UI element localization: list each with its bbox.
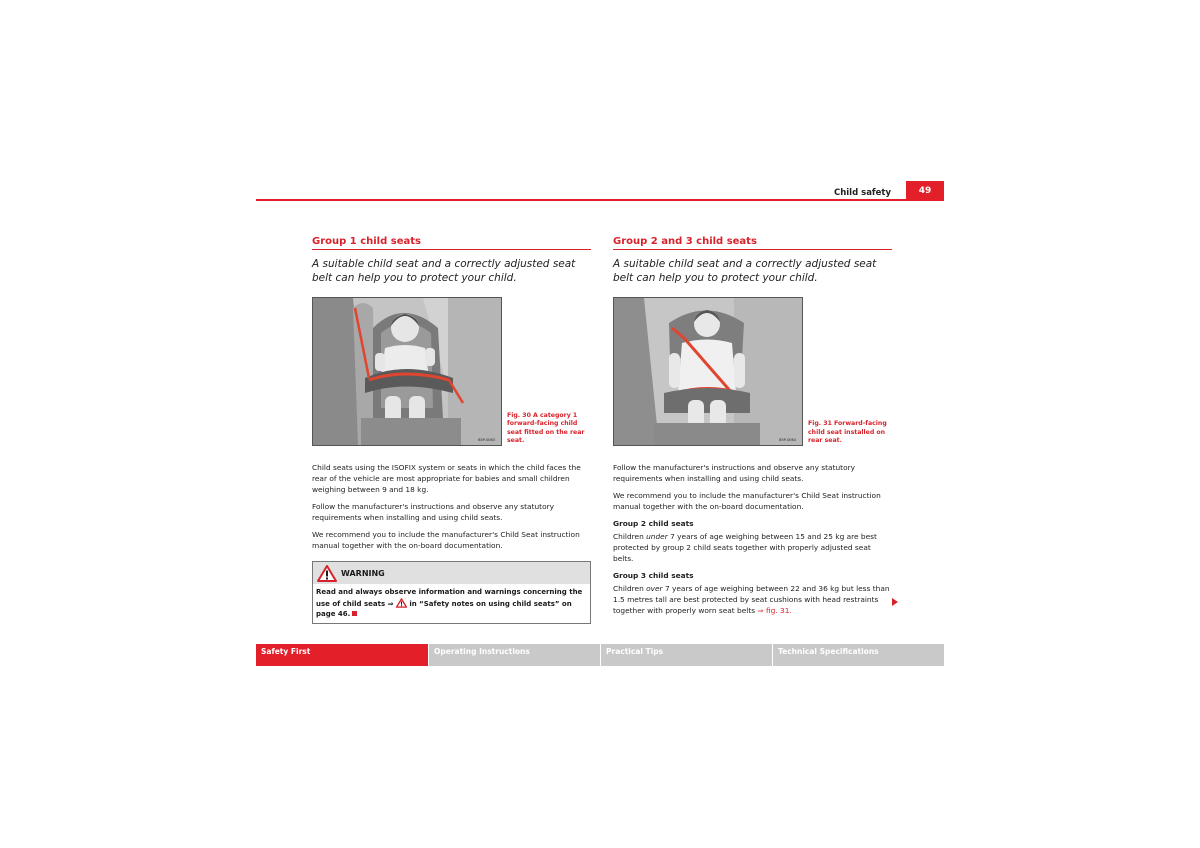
right-column [613,236,892,622]
paragraph: Follow the manufacturer's instructions and observe any statutory requirements when installing and using child seats. [312,502,555,522]
paragraph: Child seats using the ISOFIX system or seats in which the child faces the rear of the vehicle are most appropriate for babies and small children weighing between 9 and 18 kg. [312,463,581,494]
figure-30-caption: Fig. 30 A category 1 forward-facing child seat fitted on the rear seat. [507,411,585,445]
warning-triangle-icon [317,565,337,582]
continue-arrow-icon [892,598,898,606]
tab-technical-specifications[interactable]: Technical Specifications [773,644,944,666]
warning-triangle-icon [396,598,407,608]
figure-code: B5P-0063 [478,438,495,442]
child-seat-illustration [313,298,501,445]
paragraph: Follow the manufacturer's instructions and observe any statutory requirements when installing and using child seats. [613,463,856,483]
left-column [312,236,591,624]
booster-seat-illustration [614,298,802,445]
paragraph-group2: Children under 7 years of age weighing between 15 and 25 kg are best protected by group 2 child seats together with properly adjusted seat belts. [613,532,877,563]
subheading-group2: Group 2 child seats [613,519,694,528]
subheading-group3: Group 3 child seats [613,571,694,580]
header-rule [256,199,944,201]
paragraph-group3: Children over 7 years of age weighing between 22 and 36 kg but less than 1.5 metres tall are best protected by seat cushions with head restraints together with properly worn seat belts ⇒ fig. 31. [613,584,890,615]
figure-31 [613,297,892,446]
figure-30 [312,297,591,446]
running-header-title: Child safety [833,188,891,198]
figure-code: B5P-0064 [779,438,796,442]
figure-31-link[interactable]: ⇒ fig. 31. [757,606,792,615]
lead-text: A suitable child seat and a correctly adjusted seat belt can help you to protect your child. [613,258,877,284]
figure-30-image [312,297,502,446]
tab-safety-first[interactable]: Safety First [256,644,428,666]
warning-header [313,562,590,584]
page-number: 49 [906,181,944,201]
footer-nav [256,644,944,666]
tab-practical-tips[interactable]: Practical Tips [601,644,772,666]
warning-text: Read and always observe information and warnings concerning the use of child seats ⇒ in “Safety notes on using child seats” on page 46. [316,588,583,618]
lead-text: A suitable child seat and a correctly adjusted seat belt can help you to protect your child. [312,258,576,284]
section-heading-group2-3: Group 2 and 3 child seats [613,236,892,250]
figure-31-image [613,297,803,446]
warning-box [312,561,591,624]
paragraph: We recommend you to include the manufacturer's Child Seat instruction manual together with the on-board documentation. [613,491,881,511]
figure-31-caption: Fig. 31 Forward-facing child seat installed on rear seat. [808,420,887,445]
right-body [613,462,892,616]
warning-label: WARNING [341,568,385,578]
section-heading-group1: Group 1 child seats [312,236,591,250]
left-body [312,462,591,551]
tab-operating-instructions[interactable]: Operating Instructions [429,644,600,666]
paragraph: We recommend you to include the manufacturer's Child Seat instruction manual together with the on-board documentation. [312,530,580,550]
end-of-section-square [352,611,357,616]
